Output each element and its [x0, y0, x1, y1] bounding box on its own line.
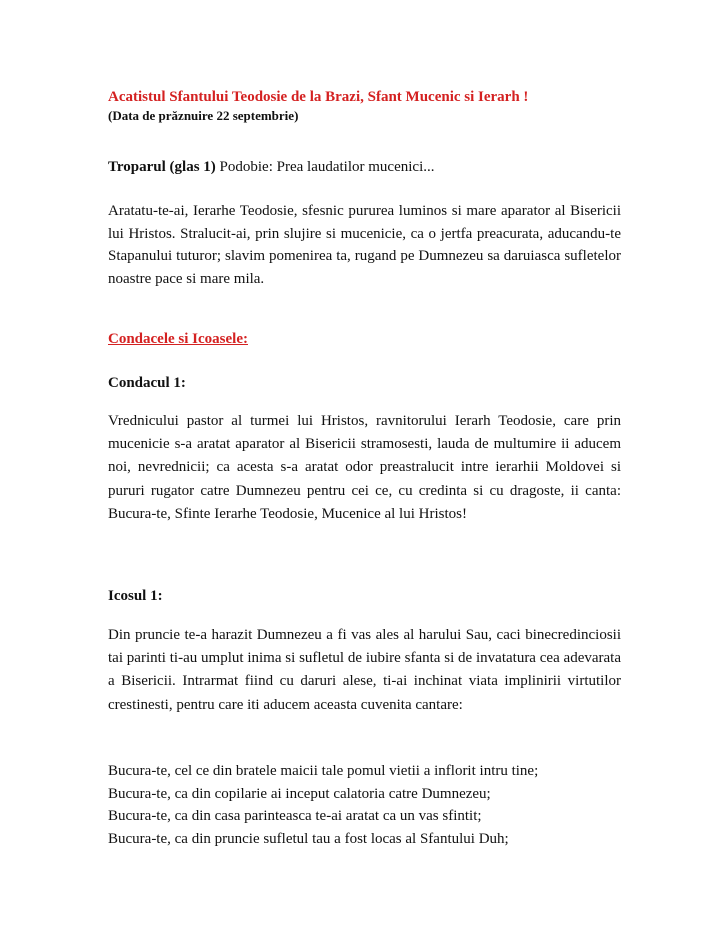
bucura-te-list	[108, 760, 621, 850]
condacul-1-text: Vrednicului pastor al turmei lui Hristos, ravnitorului Ierarh Teodosie, care prin mucenicie s-a aratat aparator al Bisericii stramosesti, lauda de multumire ii aducem noi, nevrednicii; ca acesta s-a aratat odor preastralucit intre ierarhii Moldovei si pururi rugator catre Dumnezeu pentru cei ce, cu credinta si cu dragoste, ii canta: Bucura-te, Sfinte Ierarhe Teodosie, Mucenice al lui Hristos!	[108, 413, 621, 522]
document-title: Acatistul Sfantului Teodosie de la Brazi, Sfant Mucenic si Ierarh !	[108, 89, 529, 105]
condacul-1-heading: Condacul 1:	[108, 375, 186, 391]
icosul-1-text: Din pruncie te-a harazit Dumnezeu a fi vas ales al harului Sau, caci binecredinciosii tai parinti ti-au umplut inima si sufletul de iubire sfanta si de invatatura cea adevarata a Bisericii. Intrarmat fiind cu daruri alese, ti-ai inchinat viata implinirii virtutilor crestinesti, pentru care iti aducem aceasta cuvenita cantare:	[108, 627, 621, 713]
bucura-te-line: Bucura-te, cel ce din bratele maicii tale pomul vietii a inflorit intru tine;	[108, 763, 539, 779]
feast-date: (Data de prăznuire 22 septembrie)	[108, 108, 299, 123]
troparul-heading-line	[108, 156, 621, 179]
bucura-te-line: Bucura-te, ca din copilarie ai inceput calatoria catre Dumnezeu;	[108, 785, 491, 802]
troparul-heading: Troparul (glas 1)	[108, 159, 216, 175]
icosul-1-heading: Icosul 1:	[108, 588, 163, 604]
condace-icoase-heading: Condacele si Icoasele:	[108, 331, 248, 347]
bucura-te-line: Bucura-te, ca din pruncie sufletul tau a fost locas al Sfantului Duh;	[108, 830, 509, 847]
troparul-text: Aratatu-te-ai, Ierarhe Teodosie, sfesnic pururea luminos si mare aparator al Bisericii lui Hristos. Stralucit-ai, prin slujire si mucenicie, ca o jertfa preacurata, aducandu-te Stapanului tuturor; slavim pomenirea ta, rugand pe Dumnezeu sa daruiasca sufletelor noastre pace si mare mila.	[108, 203, 621, 287]
troparul-podobie: Podobie: Prea laudatilor mucenici...	[215, 159, 435, 175]
bucura-te-line: Bucura-te, ca din casa parinteasca te-ai aratat ca un vas sfintit;	[108, 808, 482, 824]
